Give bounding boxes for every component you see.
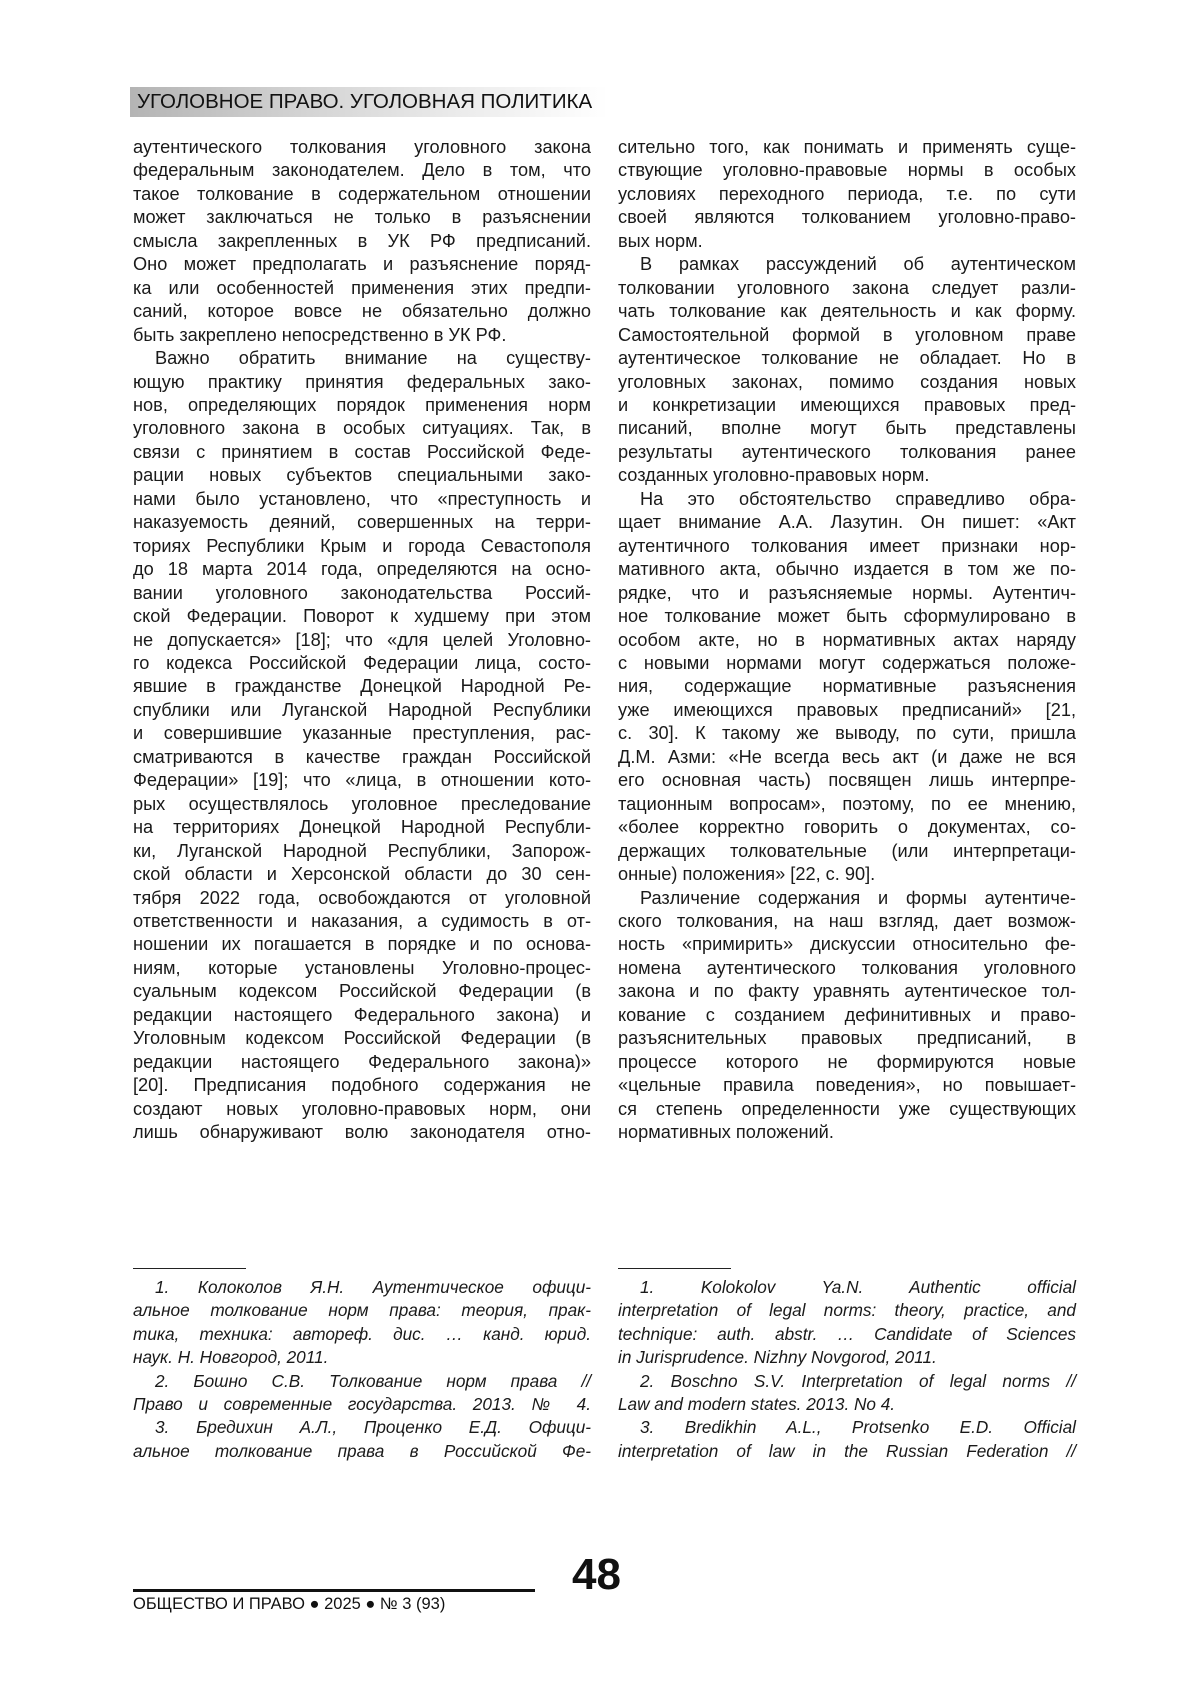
- text-line: закона и по факту уравнять аутентическое тол-: [618, 981, 1076, 1002]
- text-line: 2. Бошно С.В. Толкование норм права //: [155, 1370, 591, 1391]
- text-line: такое толкование в содержательном отношении: [133, 183, 591, 204]
- text-line: Уголовным кодексом Российской Федерации (в: [133, 1028, 591, 1049]
- text-line: его основная часть) посвящен лишь интерпре-: [618, 770, 1076, 791]
- text-line: кование с созданием дефинитивных и право-: [618, 1004, 1076, 1025]
- text-line: нормативных положений.: [618, 1122, 834, 1143]
- text-line: нами было установлено, что «преступность и: [133, 488, 591, 509]
- text-line: смысла закрепленных в УК РФ предписаний.: [133, 230, 591, 251]
- text-line: ского толкования, на наш взгляд, дает возмож-: [618, 910, 1076, 931]
- text-line: тября 2022 года, освобождаются от уголовной: [133, 887, 591, 908]
- text-line: наук. Н. Новгород, 2011.: [133, 1347, 329, 1368]
- text-line: с новыми нормами могут содержаться положе-: [618, 652, 1076, 673]
- footnotes-russian: [133, 1276, 591, 1463]
- text-line: аутентического толкования уголовного закона: [133, 137, 591, 157]
- text-line: уголовных законах, помимо создания новых: [618, 371, 1076, 392]
- text-line: разъяснительных правовых предписаний, в: [618, 1028, 1076, 1049]
- text-line: процессе которого не формируются новые: [618, 1051, 1076, 1072]
- text-line: [20]. Предписания подобного содержания не: [133, 1075, 591, 1096]
- text-line: чать толкование как деятельность и как форму.: [618, 301, 1076, 322]
- text-line: тационным вопросам», поэтому, по ее мнению,: [618, 793, 1076, 814]
- text-line: in Jurisprudence. Nizhny Novgorod, 2011.: [618, 1347, 937, 1368]
- text-line: быть закреплено непосредственно в УК РФ.: [133, 324, 507, 345]
- text-line: ное толкование может быть сформулировано в: [618, 606, 1076, 627]
- text-line: уголовного закона в особых ситуациях. Так, в: [133, 418, 591, 439]
- text-line: 3. Bredikhin A.L., Protsenko E.D. Official: [640, 1417, 1076, 1438]
- text-line: вании уголовного законодательства Россий-: [133, 582, 591, 603]
- text-line: ответственности и наказания, а судимость в от-: [133, 910, 591, 931]
- text-line: лишь обнаруживают волю законодателя отно-: [133, 1122, 591, 1143]
- text-line: держащих толковательные (или интерпретаци-: [618, 840, 1076, 861]
- journal-issue-label: ОБЩЕСТВО И ПРАВО ● 2025 ● № 3 (93): [133, 1595, 446, 1613]
- text-line: В рамках рассуждений об аутентическом: [640, 254, 1076, 275]
- right-text-column: [618, 136, 1076, 1144]
- text-line: Различение содержания и формы аутентиче-: [640, 887, 1076, 908]
- text-line: онные) положения» [22, с. 90].: [618, 864, 876, 885]
- footnotes-english: [618, 1276, 1076, 1463]
- text-line: своей являются толкованием уголовно-право-: [618, 207, 1076, 228]
- text-line: условиях переходного периода, т.е. по сути: [618, 183, 1076, 204]
- page-number: 48: [572, 1550, 621, 1599]
- left-text-column: [133, 136, 591, 1144]
- text-line: рации новых субъектов специальными зако-: [133, 465, 591, 486]
- text-line: аутентическое толкование не обладает. Но в: [618, 348, 1076, 369]
- text-line: и совершившие указанные преступления, рас-: [133, 723, 591, 744]
- text-line: сительно того, как понимать и применять суще-: [618, 137, 1076, 157]
- text-line: на территориях Донецкой Народной Республи-: [133, 817, 591, 838]
- text-line: ношении их погашается в порядке и по основа-: [133, 934, 591, 955]
- text-line: ской области и Херсонской области до 30 сен-: [133, 864, 591, 885]
- text-line: ки, Луганской Народной Республики, Запорож-: [133, 840, 591, 861]
- text-line: ториях Республики Крым и города Севастополя: [133, 535, 591, 556]
- text-line: рядке, что и разъясняемые нормы. Аутентич-: [618, 582, 1076, 603]
- text-line: Оно может предполагать и разъяснение поряд-: [133, 254, 591, 275]
- text-line: номена аутентического толкования уголовного: [618, 957, 1076, 978]
- text-line: «цельные правила поведения», но повышает-: [618, 1075, 1076, 1096]
- text-line: ся степень определенности уже существующих: [618, 1098, 1076, 1119]
- text-line: саний, которое вовсе не обязательно должно: [133, 301, 591, 322]
- text-line: го кодекса Российской Федерации лица, состо-: [133, 652, 591, 673]
- text-line: нов, определяющих порядок применения норм: [133, 394, 591, 415]
- text-line: созданных уголовно-правовых норм.: [618, 465, 930, 486]
- text-line: не допускается» [18]; что «для целей Уголовно-: [133, 629, 591, 650]
- text-line: редакции настоящего Федерального закона)»: [133, 1051, 591, 1072]
- text-line: сматриваются в качестве граждан Российской: [133, 746, 591, 767]
- text-line: особом акте, но в нормативных актах наряду: [618, 629, 1076, 650]
- text-line: редакции настоящего Федерального закона) и: [133, 1004, 591, 1025]
- text-line: альное толкование норм права: теория, прак-: [133, 1300, 591, 1321]
- text-line: писаний, вполне могут быть представлены: [618, 418, 1076, 439]
- text-line: явшие в гражданстве Донецкой Народной Ре-: [133, 676, 591, 697]
- text-line: interpretation of law in the Russian Federation //: [618, 1440, 1076, 1461]
- text-line: мативного акта, обычно издается в том же по-: [618, 559, 1076, 580]
- text-line: Д.М. Азми: «Не всегда весь акт (и даже не вся: [618, 746, 1076, 767]
- text-line: альное толкование права в Российской Фе-: [133, 1440, 591, 1461]
- text-line: ка или особенностей применения этих предпи-: [133, 277, 591, 298]
- footer-divider: [133, 1589, 535, 1592]
- text-line: interpretation of legal norms: theory, practice, and: [618, 1300, 1076, 1321]
- text-line: Право и современные государства. 2013. № 4.: [133, 1394, 591, 1415]
- text-line: спублики или Луганской Народной Республики: [133, 699, 591, 720]
- text-line: суальным кодексом Российской Федерации (в: [133, 981, 591, 1002]
- text-line: рых осуществлялось уголовное преследование: [133, 793, 591, 814]
- text-line: наказуемость деяний, совершенных на терри-: [133, 512, 591, 533]
- text-line: ствующие уголовно-правовые нормы в особых: [618, 160, 1076, 181]
- text-line: уже имеющихся правовых предписаний» [21,: [618, 699, 1076, 720]
- text-line: 1. Колоколов Я.Н. Аутентическое офици-: [155, 1277, 591, 1297]
- text-line: ниям, которые установлены Уголовно-процес-: [133, 957, 591, 978]
- text-line: результаты аутентического толкования ранее: [618, 441, 1076, 462]
- text-line: Важно обратить внимание на существу-: [155, 348, 591, 369]
- text-line: щает внимание А.А. Лазутин. Он пишет: «Акт: [618, 512, 1076, 533]
- text-line: до 18 марта 2014 года, определяются на осно-: [133, 559, 591, 580]
- text-line: аутентичного толкования имеет признаки нор-: [618, 535, 1076, 556]
- text-line: Самостоятельной формой в уголовном праве: [618, 324, 1076, 345]
- text-line: На это обстоятельство справедливо обра-: [640, 488, 1076, 509]
- text-line: 1. Kolokolov Ya.N. Authentic official: [640, 1277, 1076, 1297]
- text-line: и конкретизации имеющихся правовых пред-: [618, 394, 1076, 415]
- text-line: Федерации» [19]; что «лица, в отношении кото-: [133, 770, 591, 791]
- text-line: толковании уголовного закона следует разли-: [618, 277, 1076, 298]
- text-line: Law and modern states. 2013. No 4.: [618, 1394, 896, 1415]
- text-line: создают новых уголовно-правовых норм, они: [133, 1098, 591, 1119]
- text-line: «более корректно говорить о документах, со-: [618, 817, 1076, 838]
- text-line: вых норм.: [618, 230, 703, 251]
- text-line: ской Федерации. Поворот к худшему при этом: [133, 606, 591, 627]
- footnote-divider-left: [133, 1268, 246, 1269]
- text-line: федеральным законодателем. Дело в том, что: [133, 160, 591, 181]
- text-line: тика, техника: автореф. дис. … канд. юрид.: [133, 1323, 591, 1344]
- text-line: может заключаться не только в разъяснении: [133, 207, 591, 228]
- text-line: с. 30]. К такому же выводу, по сути, пришла: [618, 723, 1076, 744]
- section-title: УГОЛОВНОЕ ПРАВО. УГОЛОВНАЯ ПОЛИТИКА: [137, 90, 593, 113]
- text-line: связи с принятием в состав Российской Феде-: [133, 441, 591, 462]
- text-line: 3. Бредихин А.Л., Проценко Е.Д. Офици-: [155, 1417, 591, 1438]
- text-line: ность «примирить» дискуссии относительно фе-: [618, 934, 1076, 955]
- footnote-divider-right: [618, 1268, 731, 1269]
- text-line: 2. Boschno S.V. Interpretation of legal norms //: [640, 1370, 1076, 1391]
- text-line: ния, содержащие нормативные разъяснения: [618, 676, 1076, 697]
- section-header-band: [130, 87, 608, 117]
- text-line: ющую практику принятия федеральных зако-: [133, 371, 591, 392]
- text-line: technique: auth. abstr. … Candidate of Sciences: [618, 1323, 1076, 1344]
